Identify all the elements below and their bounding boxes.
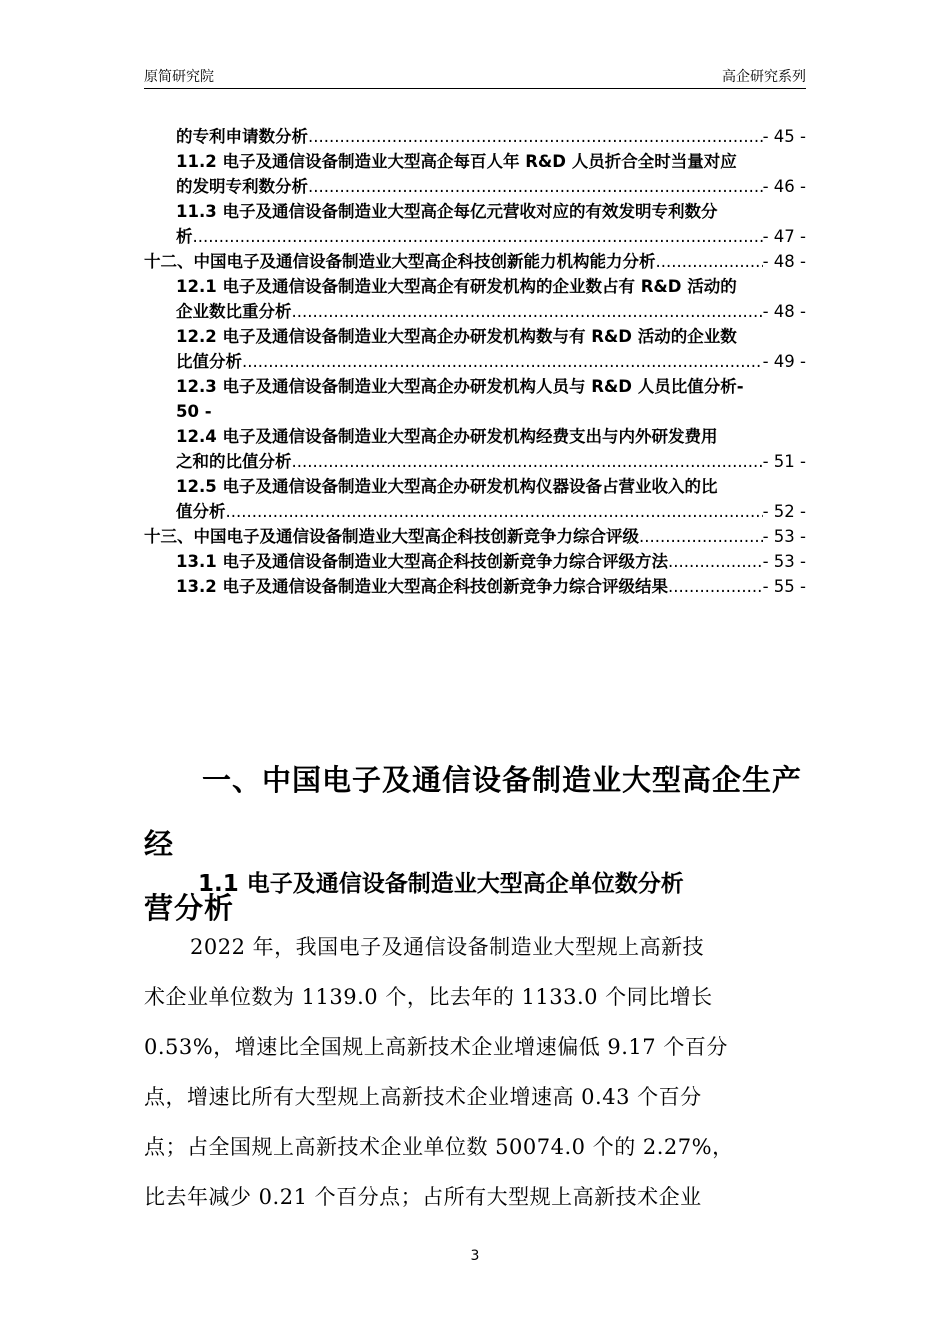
body-line: 2022 年，我国电子及通信设备制造业大型规上高新技 (190, 935, 705, 959)
toc-entry-title: 13.2 电子及通信设备制造业大型高企科技创新竞争力综合评级结果 (176, 577, 668, 596)
toc-entry[interactable] (144, 299, 806, 324)
toc-entry[interactable] (144, 424, 806, 449)
toc-dot-leader (193, 224, 763, 249)
toc-entry-title: 十三、中国电子及通信设备制造业大型高企科技创新竞争力综合评级 (144, 527, 639, 546)
toc-entry[interactable] (144, 524, 806, 549)
toc-entry-page: - 46 - (762, 177, 806, 196)
toc-entry-page: - 53 - (762, 527, 806, 546)
toc-entry[interactable] (144, 224, 806, 249)
toc-entry-page: - 45 - (762, 127, 806, 146)
toc-entry-title: 13.1 电子及通信设备制造业大型高企科技创新竞争力综合评级方法 (176, 552, 668, 571)
toc-dot-leader (292, 299, 763, 324)
toc-entry[interactable] (144, 449, 806, 474)
header-divider (144, 88, 806, 89)
toc-entry-page: - 48 - (762, 252, 806, 271)
body-line: 点；占全国规上高新技术企业单位数 50074.0 个的 2.27%， (144, 1135, 734, 1159)
toc-dot-leader (656, 249, 763, 274)
toc-entry[interactable] (144, 274, 806, 299)
toc-entry-title: 的发明专利数分析 (176, 177, 308, 196)
toc-entry[interactable] (144, 124, 806, 149)
toc-dot-leader (668, 549, 763, 574)
toc-entry[interactable] (144, 149, 806, 174)
toc-entry-title: 比值分析 (176, 352, 242, 371)
toc-entry-title: 12.5 电子及通信设备制造业大型高企办研发机构仪器设备占营业收入的比 (176, 477, 718, 496)
toc-dot-leader (308, 174, 763, 199)
toc-entry-page: - 52 - (762, 502, 806, 521)
toc-entry-title: 十二、中国电子及通信设备制造业大型高企科技创新能力机构能力分析 (144, 252, 656, 271)
section-title-line-2: 营分析 (144, 891, 235, 925)
toc-entry-page: - 51 - (762, 452, 806, 471)
body-paragraph (144, 922, 806, 1222)
toc-dot-leader (668, 574, 763, 599)
toc-entry-title: 11.3 电子及通信设备制造业大型高企每亿元营收对应的有效发明专利数分 (176, 202, 718, 221)
toc-dot-leader (242, 349, 763, 374)
section-title (144, 748, 806, 940)
toc-entry[interactable] (144, 474, 806, 499)
toc-dot-leader (308, 124, 763, 149)
body-line: 比去年减少 0.21 个百分点；占所有大型规上高新技术企业 (144, 1185, 702, 1209)
toc-entry-title: 之和的比值分析 (176, 452, 292, 471)
toc-entry-page: - 47 - (762, 227, 806, 246)
header-org-name: 原简研究院 (144, 69, 214, 85)
toc-entry[interactable] (144, 374, 806, 399)
toc-entry-title: 12.3 电子及通信设备制造业大型高企办研发机构人员与 R&D 人员比值分析- (176, 377, 744, 396)
toc-entry[interactable] (144, 349, 806, 374)
subsection-title: 1.1 电子及通信设备制造业大型高企单位数分析 (198, 871, 684, 897)
toc-entry[interactable] (144, 399, 806, 424)
toc-entry-title: 12.4 电子及通信设备制造业大型高企办研发机构经费支出与内外研发费用 (176, 427, 718, 446)
toc-entry-title: 企业数比重分析 (176, 302, 292, 321)
toc-entry[interactable] (144, 249, 806, 274)
toc-entry[interactable] (144, 499, 806, 524)
table-of-contents (144, 124, 806, 599)
toc-entry-title: 11.2 电子及通信设备制造业大型高企每百人年 R&D 人员折合全时当量对应 (176, 152, 737, 171)
header-series-name: 高企研究系列 (722, 69, 806, 85)
toc-entry-page: - 55 - (762, 577, 806, 596)
toc-entry[interactable] (144, 324, 806, 349)
body-line: 0.53%，增速比全国规上高新技术企业增速偏低 9.17 个百分 (144, 1035, 728, 1059)
toc-entry-title: 析 (176, 227, 193, 246)
toc-entry-title: 值分析 (176, 502, 226, 521)
toc-dot-leader (226, 499, 763, 524)
toc-entry[interactable] (144, 174, 806, 199)
toc-entry-title: 12.2 电子及通信设备制造业大型高企办研发机构数与有 R&D 活动的企业数 (176, 327, 737, 346)
page-number: 3 (470, 1248, 480, 1264)
toc-entry-page: - 49 - (762, 352, 806, 371)
toc-entry-title: 的专利申请数分析 (176, 127, 308, 146)
toc-entry-page: - 53 - (762, 552, 806, 571)
toc-dot-leader (292, 449, 763, 474)
section-title-line-1: 一、中国电子及通信设备制造业大型高企生产经 (144, 763, 803, 861)
toc-entry[interactable] (144, 199, 806, 224)
toc-entry-title: 50 - (176, 402, 212, 421)
toc-entry[interactable] (144, 574, 806, 599)
body-line: 点，增速比所有大型规上高新技术企业增速高 0.43 个百分 (144, 1085, 702, 1109)
toc-dot-leader (639, 524, 763, 549)
toc-entry[interactable] (144, 549, 806, 574)
toc-entry-title: 12.1 电子及通信设备制造业大型高企有研发机构的企业数占有 R&D 活动的 (176, 277, 737, 296)
toc-entry-page: - 48 - (762, 302, 806, 321)
body-line: 术企业单位数为 1139.0 个，比去年的 1133.0 个同比增长 (144, 985, 713, 1009)
